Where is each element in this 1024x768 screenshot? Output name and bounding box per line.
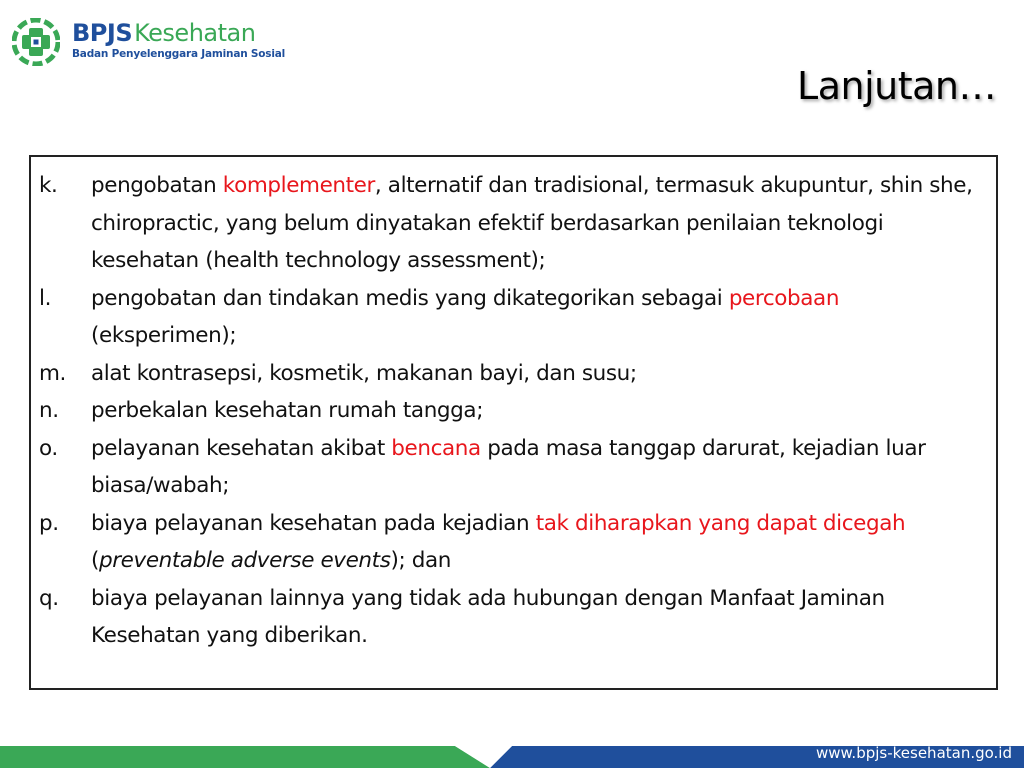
list-item-text — [91, 505, 984, 580]
logo-text — [72, 20, 285, 60]
exclusion-list — [39, 167, 984, 655]
bpjs-logo — [12, 18, 285, 68]
italic-text: preventable adverse events — [99, 548, 391, 573]
text-segment: , alternatif dan tradisional, termasuk akupuntur, shin she, chiropractic, yang belum dinyatakan efektif berdasarkan penilaian teknologi kesehatan (health technology assessment); — [91, 173, 973, 273]
list-item-text — [91, 430, 984, 505]
list-item-text: biaya pelayanan lainnya yang tidak ada hubungan dengan Manfaat Jaminan Kesehatan yang diberikan. — [91, 585, 885, 648]
brand-tagline: Badan Penyelenggara Jaminan Sosial — [72, 48, 286, 60]
list-marker: q. — [39, 585, 59, 611]
list-item-l — [39, 280, 984, 355]
list-item-o — [39, 430, 984, 505]
list-item-text: alat kontrasepsi, kosmetik, makanan bayi, dan susu; — [91, 360, 637, 386]
text-segment: pada masa tanggap darurat, kejadian luar biasa/wabah; — [91, 435, 926, 498]
brand-bpjs: BPJS — [72, 19, 133, 47]
list-marker: n. — [39, 398, 59, 423]
list-marker: l. — [39, 285, 52, 311]
bpjs-logo-icon — [12, 18, 60, 66]
highlight-text: bencana — [391, 435, 481, 461]
text-segment: pengobatan dan tindakan medis yang dikategorikan sebagai — [91, 285, 729, 311]
list-marker: m. — [39, 360, 66, 386]
text-segment: (eksperimen); — [91, 323, 237, 348]
brand-kesehatan: Kesehatan — [134, 19, 256, 47]
list-item-n — [39, 392, 984, 430]
text-segment: ( — [91, 548, 99, 573]
list-marker: k. — [39, 173, 58, 198]
content-box — [29, 155, 998, 690]
list-marker: o. — [39, 435, 58, 461]
text-segment: biaya pelayanan kesehatan pada kejadian — [91, 510, 536, 536]
list-item-p — [39, 505, 984, 580]
list-item-text: perbekalan kesehatan rumah tangga; — [91, 398, 484, 423]
footer-band — [0, 738, 1024, 768]
highlight-text: komplementer — [222, 173, 375, 198]
brand-name — [72, 20, 285, 46]
text-segment: pengobatan — [91, 173, 223, 198]
footer-url: www.bpjs-kesehatan.go.id — [816, 744, 1012, 762]
highlight-text: tak diharapkan yang dapat dicegah — [535, 510, 906, 536]
list-item-q — [39, 580, 984, 655]
list-item-text — [91, 167, 984, 280]
text-segment: pelayanan kesehatan akibat — [91, 435, 392, 461]
text-segment: ); dan — [390, 548, 452, 573]
highlight-text: percobaan — [728, 285, 840, 311]
list-item-m — [39, 355, 984, 393]
list-marker: p. — [39, 510, 59, 536]
list-item-text — [91, 280, 984, 355]
slide-title: Lanjutan… — [797, 64, 996, 108]
list-item-k — [39, 167, 984, 280]
